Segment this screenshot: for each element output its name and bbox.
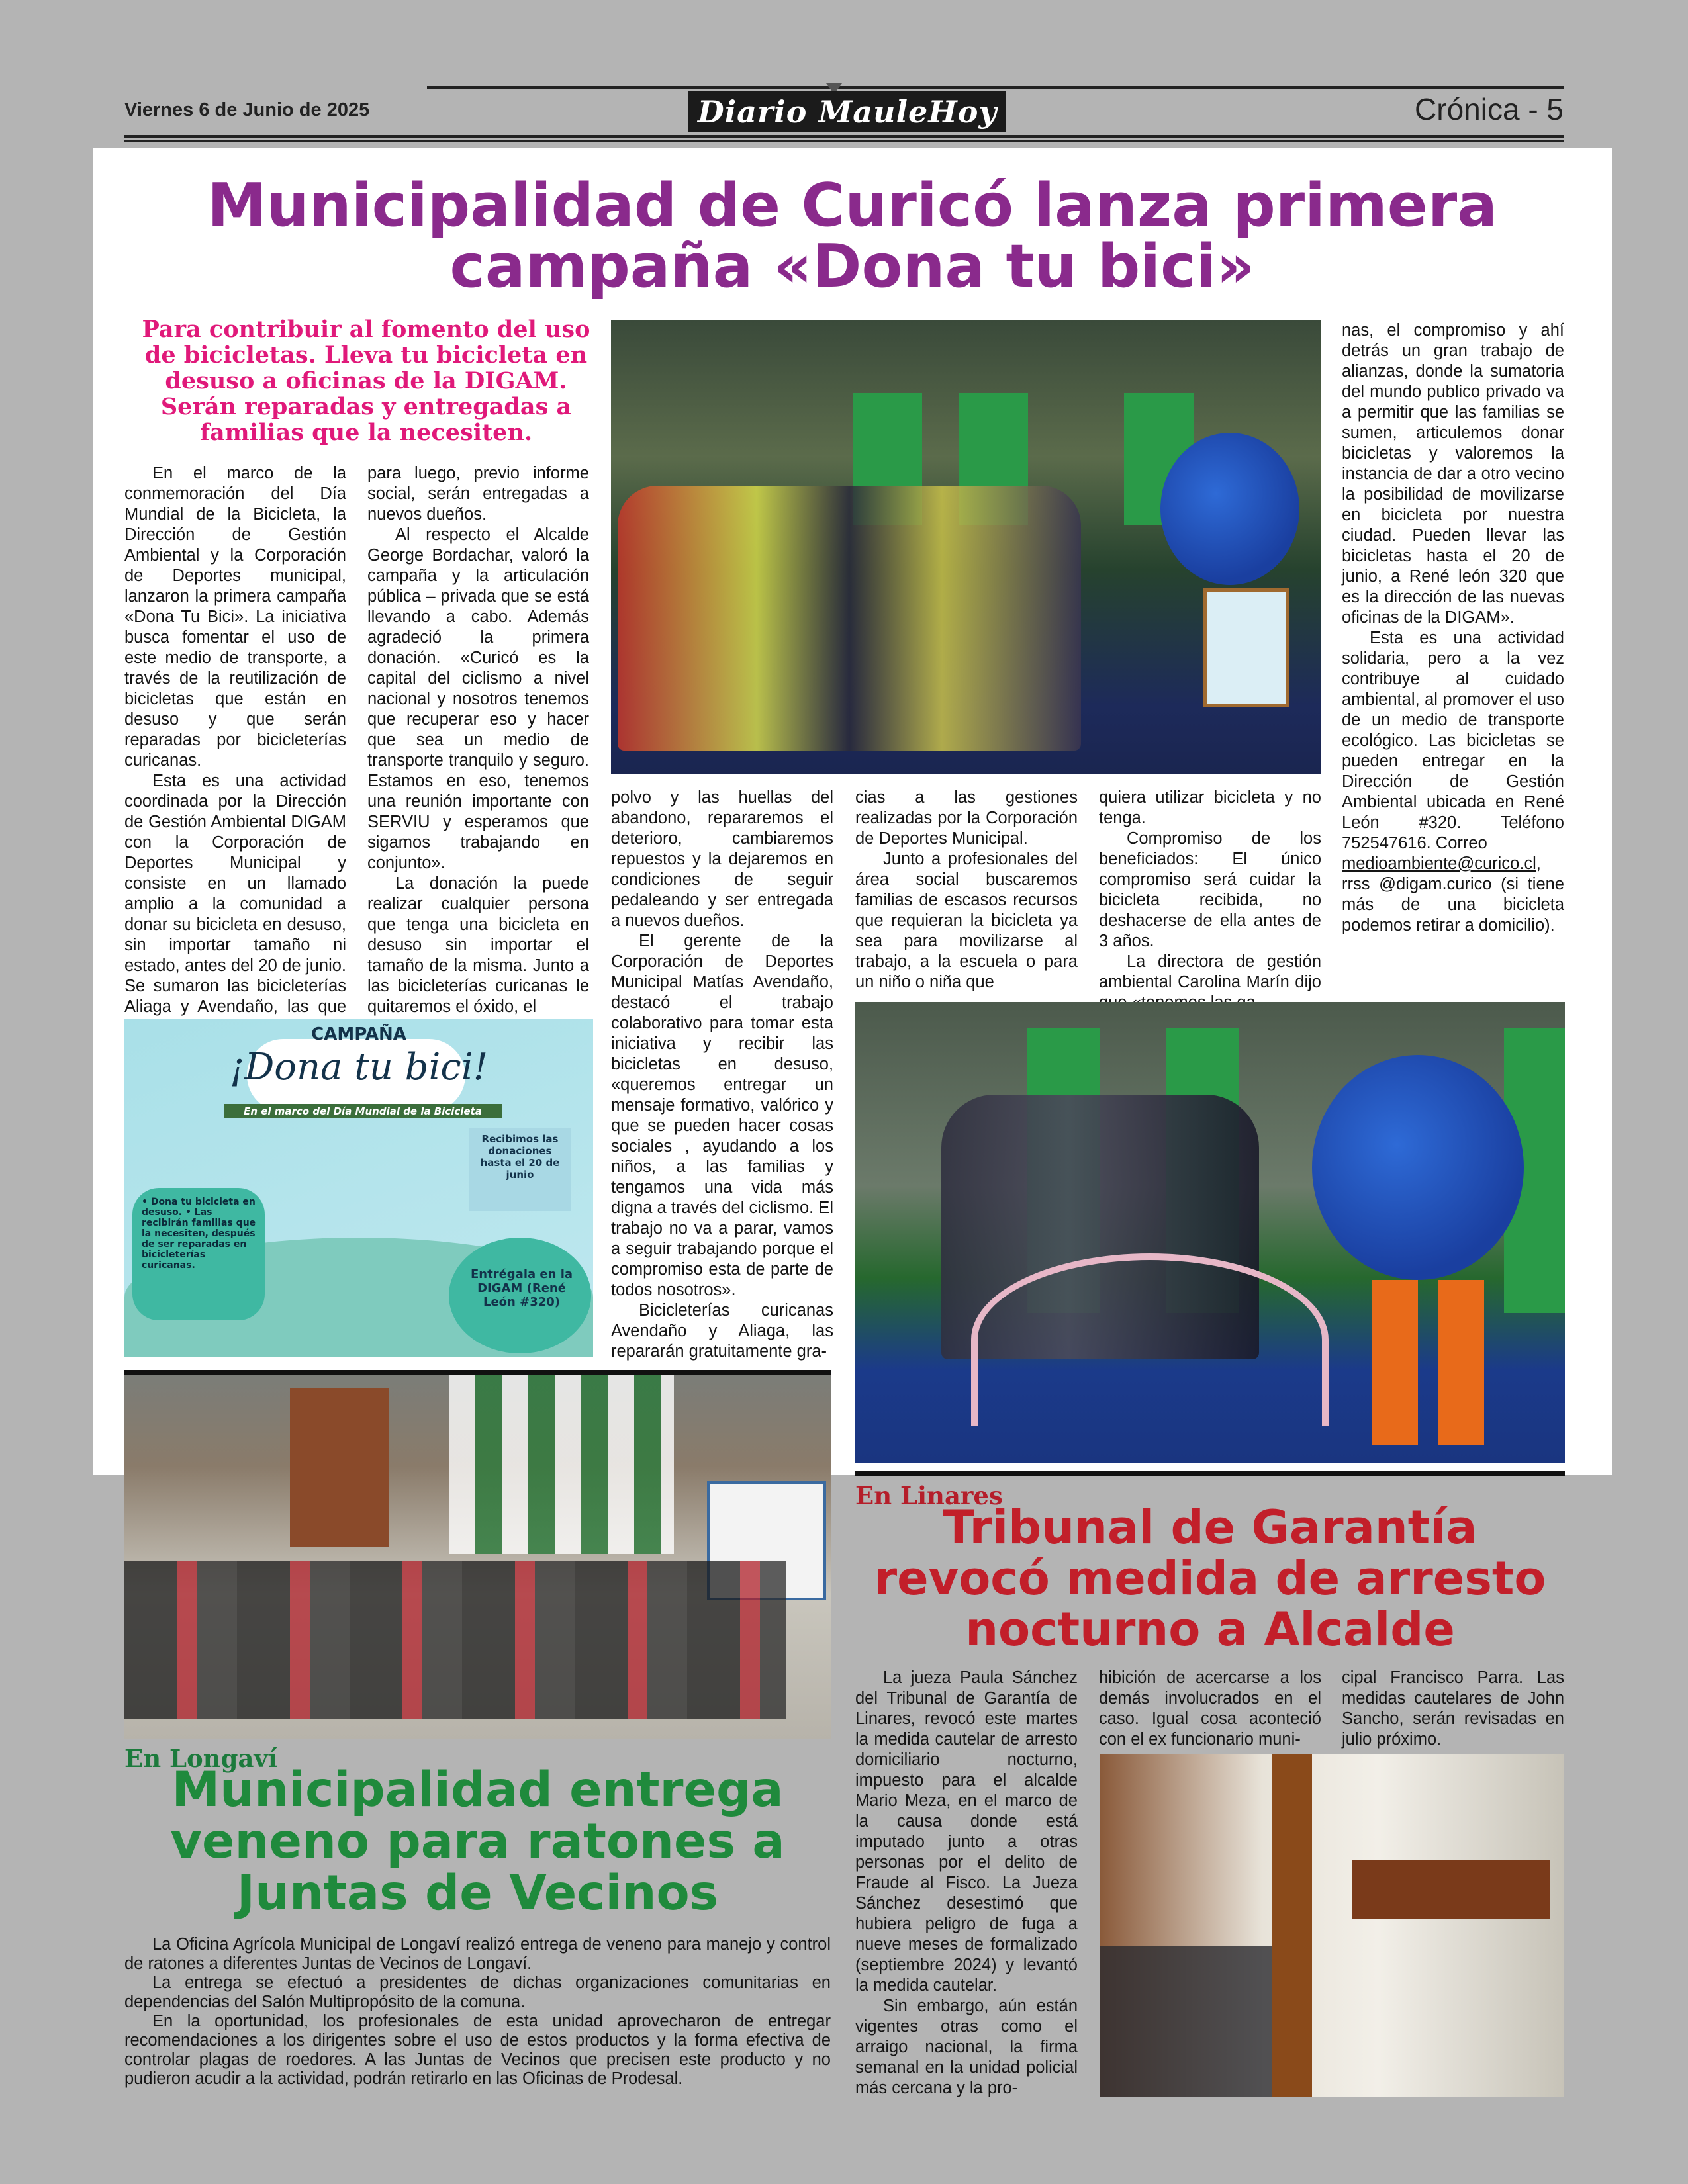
- paragraph: Sin embargo, aún están vigentes otras como el arraigo nacional, la firma semanal en la unidad policial más cercana y la pro-: [855, 1997, 1078, 2097]
- paragraph: La entrega se efectuó a presidentes de dichas organizaciones comunitarias en dependencias del Salón Multipropósito de la comuna.: [124, 1974, 831, 2011]
- paragraph: quiera utilizar bicicleta y no tenga.: [1099, 788, 1321, 827]
- poster-dates: Recibimos las donaciones hasta el 20 de junio: [480, 1133, 560, 1181]
- attendees: [1100, 1946, 1272, 2097]
- paragraph: nas, el compromiso y ahí detrás un gran trabajo de alianzas, donde la sumatoria del mundo publico privado va a permitir que las familias se sumen, articulemos donar bicicletas y valoremos la instancia de dar a otro vecino la posibilidad de movilizarse en bicicleta por nuestra ciudad. Pueden llevar las bicicletas hasta el 20 de junio, a René león 320 que es la dirección de las nuevas oficinas de la DIGAM».: [1342, 321, 1564, 627]
- paragraph: Compromiso de los beneficiados: El único compromiso será cuidar la bicicleta recibida, no deshacerse de ella antes de 3 años.: [1099, 829, 1321, 950]
- poster-bullets: • Dona tu bicicleta en desuso. • Las recibirán familias que la necesiten, después de ser reparadas en bicicleterías curicanas.: [142, 1197, 256, 1271]
- main-column-1: [124, 463, 346, 1038]
- group-photo-campaign-launch: [611, 320, 1321, 774]
- contact-tail: , rrss @digam.curico (si tiene más de una bicicleta podemos retirar a domicilio).: [1342, 854, 1564, 934]
- logo-backdrop: [449, 1375, 674, 1554]
- paragraph: La jueza Paula Sánchez del Tribunal de Garantía de Linares, revocó este martes la medida cautelar de arresto domiciliario nocturno, impuesto para el alcalde Mario Meza, en el marco de la causa donde está imputado junto a otras personas por el delito de Fraude al Fisco. La Jueza Sánchez desestimó que hubiera peligro de fuga a nueve meses de formalizado (septiembre 2024) y levantó la medida cautelar.: [855, 1668, 1078, 1995]
- photo-bike-donation: [855, 1002, 1565, 1463]
- poster-ribbon: En el marco del Día Mundial de la Bicicleta: [224, 1104, 502, 1118]
- audience-rows: [124, 1561, 786, 1719]
- paragraph: Esta es una actividad solidaria, pero a la vez contribuye al cuidado ambiental, al promover el uso de un medio de transporte ecológico. Las bicicletas se pueden entregar en la Dirección de Gestión Ambiental ubicada en René León #320. Teléfono 752547616. Correo: [1342, 629, 1564, 852]
- main-subhead: Para contribuir al fomento del uso de bicicletas. Lleva tu bicicleta en desuso a oficinas de la DIGAM. Serán reparadas y entregadas a familias que la necesiten.: [142, 316, 590, 446]
- globe-mascot: [1160, 433, 1299, 585]
- rule-linares-top: [855, 1471, 1565, 1476]
- newspaper-logo: Diario MauleHoy: [688, 91, 1006, 132]
- longavi-headline: Municipalidad entrega veneno para ratones a Juntas de Vecinos: [170, 1762, 785, 1921]
- globe-mascot: [1312, 1055, 1524, 1280]
- issue-date: Viernes 6 de Junio de 2025: [124, 99, 370, 120]
- linares-headline: Tribunal de Garantía revocó medida de arresto nocturno a Alcalde: [874, 1500, 1546, 1657]
- paragraph: polvo y las huellas del abandono, repararemos el deterioro, cambiaremos repuestos y la dejaremos en condiciones de seguir pedaleando y ser entregada a nuevos dueños.: [611, 788, 833, 930]
- paragraph: cipal Francisco Parra. Las medidas cautelares de John Sancho, serán revisadas en julio próximo.: [1342, 1668, 1564, 1749]
- main-column-3: [611, 788, 833, 1362]
- rule-longavi-top: [124, 1370, 831, 1375]
- poster-deliver: Entrégala en la DIGAM (René León #320): [470, 1267, 573, 1309]
- section-page: Crónica - 5: [1415, 92, 1564, 126]
- poster-title: ¡Dona tu bici!: [229, 1046, 489, 1089]
- header-rule-bottom: [124, 135, 1564, 138]
- donated-bicycle: [971, 1253, 1329, 1426]
- paragraph: cias a las gestiones realizadas por la Corporación de Deportes Municipal.: [855, 788, 1078, 848]
- photo-juntas-vecinos-meeting: [124, 1375, 831, 1739]
- linares-tag: En Linares: [855, 1481, 1003, 1510]
- main-column-5: [1099, 788, 1321, 1013]
- poster-kicker: CAMPAÑA: [311, 1024, 406, 1044]
- judge-bench: [1352, 1860, 1550, 1919]
- paragraph: para luego, previo informe social, serán entregadas a nuevos dueños.: [367, 464, 589, 523]
- email-link[interactable]: medioambiente@curico.cl: [1342, 854, 1536, 873]
- longavi-body: [124, 1935, 831, 2089]
- paragraph: Esta es una actividad coordinada por la Dirección de Gestión Ambiental DIGAM con la Corporación de Deportes Municipal y consiste en un llamado amplio a la comunidad a donar su bicicleta en desuso, sin importar tamaño ni estado, antes del 20 de junio. Se sumaron las bicicleterías Aliaga y Avendaño, las que: [124, 772, 346, 1016]
- mascot-leg: [1372, 1280, 1418, 1445]
- campaign-poster: [124, 1019, 593, 1357]
- main-column-2: [367, 463, 589, 1017]
- linares-column-1: [855, 1668, 1078, 2099]
- header-rule-bottom-thin: [124, 140, 1564, 142]
- longavi-tag: En Longaví: [124, 1744, 277, 1773]
- linares-column-3: [1342, 1668, 1564, 1750]
- paragraph: Bicicleterías curicanas Avendaño y Aliaga, las repararán gratuitamente gra-: [611, 1301, 833, 1361]
- campaign-easel: [1203, 588, 1289, 707]
- wooden-door: [290, 1388, 389, 1547]
- paragraph: La donación la puede realizar cualquier persona que tenga una bicicleta en desuso sin importar el tamaño de la misma. Junto a las bicicleterías curicanas le quitaremos el óxido, el: [367, 874, 589, 1016]
- door-frame: [1272, 1754, 1312, 2097]
- paragraph: En el marco de la conmemoración del Día Mundial de la Bicicleta, la Dirección de Gestión Ambiental y la Corporación de Deportes municipal, lanzaron la primera campaña «Dona Tu Bici». La iniciativa busca fomentar el uso de este medio de transporte, a través de la reutilización de bicicletas que están en desuso y que serán reparadas por bicicleterías curicanas.: [124, 464, 346, 770]
- main-column-4: [855, 788, 1078, 993]
- main-column-6: [1342, 320, 1564, 936]
- header-rule-top: [427, 86, 1564, 89]
- paragraph: Al respecto el Alcalde George Bordachar, valoró la campaña y la articulación pública – privada que se está llevando a cabo. Además agradeció la primera donación. «Curicó es la capital del ciclismo a nivel nacional y nosotros tenemos que recuperar eso y hacer que sea un medio de transporte tranquilo y seguro. Estamos en eso, tenemos una reunión importante con SERVIU y esperamos que sigamos trabajando en conjunto».: [367, 525, 589, 872]
- paragraph: La Oficina Agrícola Municipal de Longaví realizó entrega de veneno para manejo y control de ratones a diferentes Juntas de Vecinos de Longaví.: [124, 1935, 831, 1973]
- paragraph: Junto a profesionales del área social buscaremos familias de escasos recursos que requieran la bicicleta ya sea para movilizarse al trabajo, a la escuela o para un niño o niña que: [855, 850, 1078, 991]
- paragraph: El gerente de la Corporación de Deportes Municipal Matías Avendaño, destacó el trabajo colaborativo para tomar esta iniciativa y recibir las bicicletas en desuso, «queremos entregar un mensaje formativo, valórico y que se pueden hacer cosas sociales , ayudando a los niños, a las familias y tengamos una vida más digna a través del ciclismo. El trabajo no va a parar, vamos a seguir trabajando porque el compromiso esta de parte de todos nosotros».: [611, 932, 833, 1299]
- paragraph: La directora de gestión ambiental Carolina Marín dijo: [1099, 952, 1321, 991]
- linares-column-2: [1099, 1668, 1321, 1750]
- paragraph: hibición de acercarse a los demás involucrados en el caso. Igual cosa aconteció con el ex funcionario muni-: [1099, 1668, 1321, 1749]
- mascot-leg: [1438, 1280, 1484, 1445]
- photo-courtroom: [1100, 1754, 1564, 2097]
- crowd: [618, 486, 1081, 751]
- main-headline: Municipalidad de Curicó lanza primera campaña «Dona tu bici»: [207, 171, 1497, 301]
- paragraph: En la oportunidad, los profesionales de esta unidad aprovecharon de entregar recomendaciones a los dirigentes sobre el uso de estos productos y la forma efectiva de controlar plagas de roedores. A las Juntas de Vecinos que precisen este producto y no pudieron acudir a la actividad, podrán retirarlo en las Oficinas de Prodesal.: [124, 2012, 831, 2088]
